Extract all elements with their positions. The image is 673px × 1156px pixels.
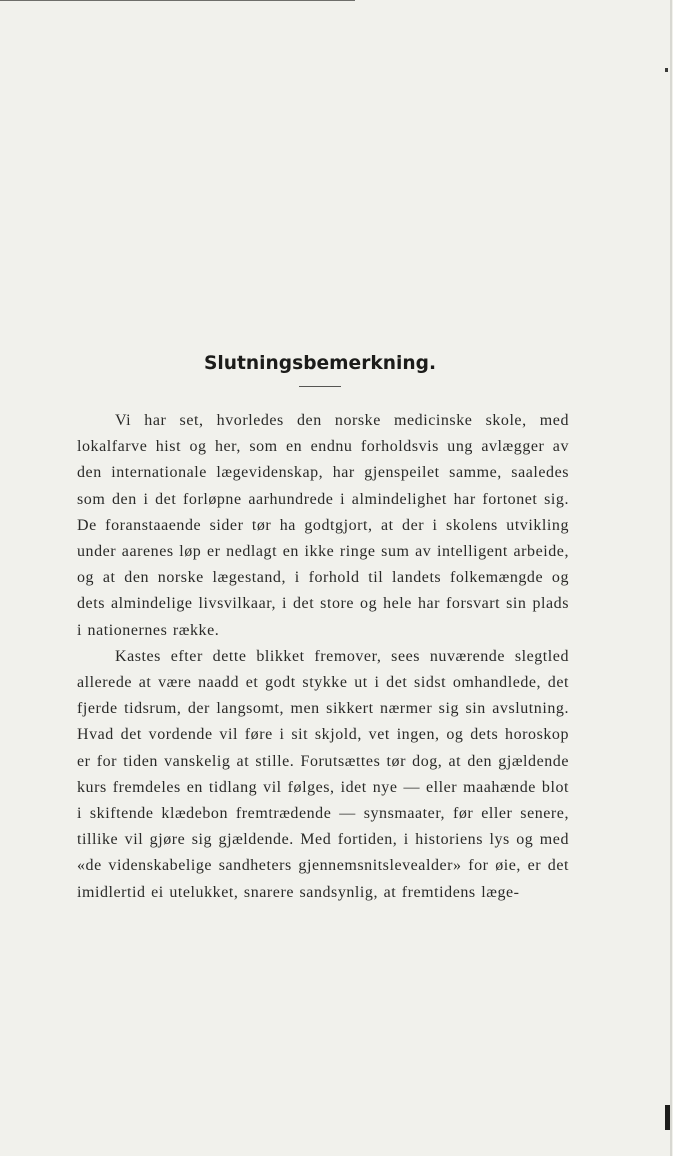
scan-mark-bottom — [665, 1105, 670, 1130]
body-text — [77, 408, 569, 906]
paragraph-2: Kastes efter dette blikket fremover, sees nuværende slegtled allerede at være naadd et godt stykke ut i det sidst omhandlede, det fjerde tidsrum, der langsomt, men sikkert nærmer sig sin avslutning. Hvad det vordende vil føre i sit skjold, vet ingen, og dets horoskop er for tiden vanskelig at stille. Forutsættes tør dog, at den gjældende kurs fremdeles en tidlang vil følges, idet nye — eller maahænde blot i skiftende klædebon fremtrædende — synsmaater, før eller senere, tillike vil gjøre sig gjældende. Med fortiden, i historiens lys og med «de videnskabelige sandheters gjennemsnitslevealder» for øie, er det imidlertid ei utelukket, snarere sandsynlig, at fremtidens læge- — [77, 647, 569, 901]
paragraph-1: Vi har set, hvorledes den norske medicinske skole, med lokalfarve hist og her, som en endnu forholdsvis ung avlægger av den internationale lægevidenskap, har gjenspeilet samme, saaledes som den i det forløpne aarhundrede i almindelighet har fortonet sig. De foranstaaende sider tør ha godtgjort, at der i skolens utvikling under aarenes løp er nedlagt en ikke ringe sum av intelligent arbeide, og at den norske lægestand, i forhold til landets folkemængde og dets almindelige livsvilkaar, i det store og hele har forsvart sin plads i nationernes række. — [77, 412, 569, 639]
page-top-edge-line — [0, 0, 355, 1]
title-divider — [299, 386, 341, 387]
scan-mark-top — [665, 68, 668, 72]
page-right-edge — [670, 0, 672, 1156]
page-title: Slutningsbemerkning. — [203, 351, 437, 374]
